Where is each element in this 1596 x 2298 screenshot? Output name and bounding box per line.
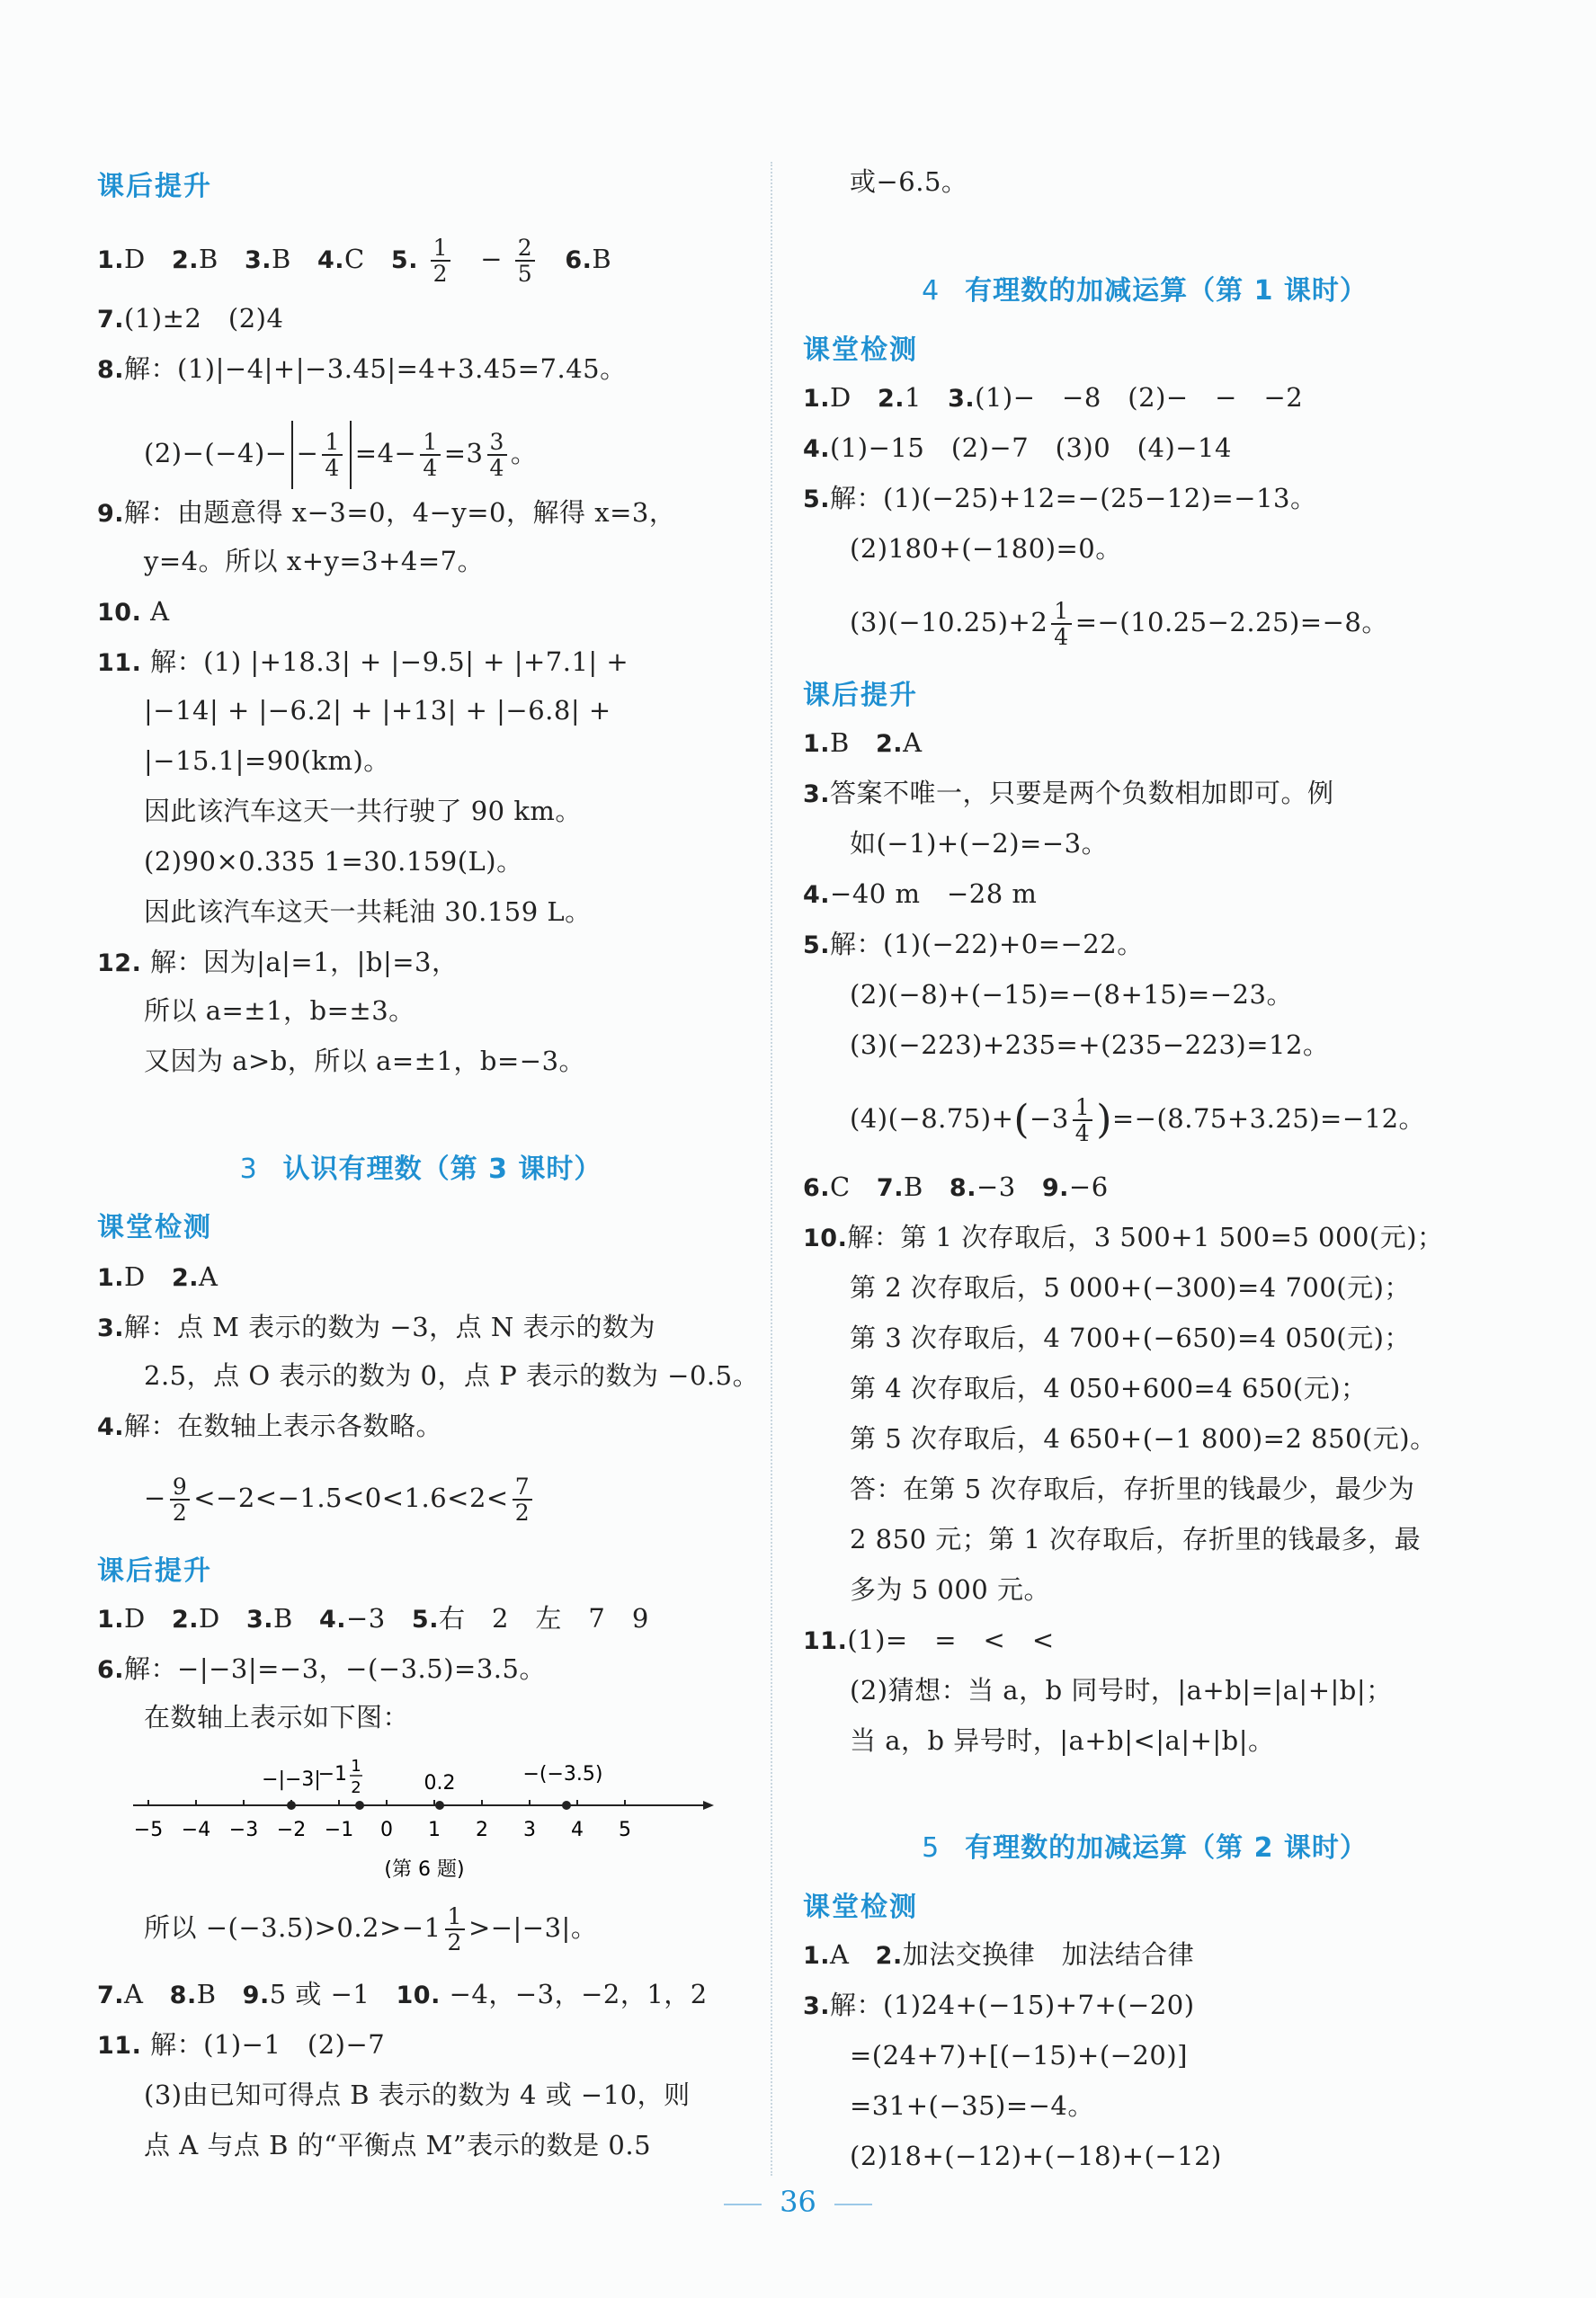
answer-line: 1.D 2.D 3.B 4.−3 5.右 2 左 7 9 (97, 1603, 649, 1634)
answer-line: (2)180+(−180)=0。 (850, 533, 1122, 564)
answer-line: 1.D 2.B 3.B 4.C 5. $\frac{1}{2}$ − $\frac{2}{5}$ 6.B (97, 235, 612, 287)
page-footer (0, 2185, 1596, 2219)
answer-line: 2.5，点 O 表示的数为 0，点 P 表示的数为 −0.5。 (144, 1360, 760, 1391)
answer-line: 1.A 2.加法交换律 加法结合律 (803, 1939, 1195, 1970)
answer-line: =(24+7)+[(−15)+(−20)] (850, 2040, 1188, 2071)
fraction: $\frac{1}{4}$ (420, 430, 440, 480)
answer-line: 1.D 2.1 3.(1)− −8 (2)− − −2 (803, 382, 1304, 413)
label-mixed-den: 2 (351, 1778, 361, 1797)
label-abs3: −|−3| (262, 1768, 321, 1791)
unit-title: 5 有理数的加减运算（第 2 课时） (922, 1832, 1368, 1864)
answer-line: 2 850 元；第 1 次存取后，存折里的钱最多，最 (850, 1524, 1422, 1554)
answer-line: 第 5 次存取后，4 650+(−1 800)=2 850(元)。 (850, 1423, 1437, 1454)
answer-line: (4)(−8.75)+(−3 $\frac{1}{4}$ )=−(8.75+3.25)=−12。 (850, 1094, 1426, 1146)
fraction: $\frac{1}{4}$ (322, 430, 342, 480)
label-neg35: −(−3.5) (522, 1763, 603, 1786)
answer-line: 10. A (97, 596, 170, 627)
answer-line: 11. 解：(1) |+18.3| + |−9.5| + |+7.1| + (97, 646, 629, 677)
fraction: $\frac{9}{2}$ (170, 1474, 190, 1525)
number-line-tick-label: 2 (476, 1819, 488, 1841)
section-heading: 课后提升 (803, 680, 918, 711)
fraction: $\frac{2}{5}$ (515, 236, 535, 286)
answer-line: 又因为 a>b，所以 a=±1，b=−3。 (144, 1046, 586, 1076)
answer-line: 点 A 与点 B 的“平衡点 M”表示的数是 0.5 (144, 2130, 652, 2160)
answer-line: 9.解：由题意得 x−3=0，4−y=0，解得 x=3， (97, 497, 676, 528)
answer-line: 4.(1)−15 (2)−7 (3)0 (4)−14 (803, 432, 1232, 463)
number-line-arrow (703, 1801, 714, 1810)
answer-line: 因此该汽车这天一共行驶了 90 km。 (144, 796, 582, 826)
point-neg35 (562, 1801, 571, 1810)
number-line-tick-label: −2 (276, 1819, 307, 1841)
unit-title: 3 认识有理数（第 3 课时） (239, 1153, 602, 1185)
fraction: $\frac{1}{2}$ (445, 1904, 465, 1955)
answer-line: y=4。所以 x+y=3+4=7。 (144, 546, 485, 576)
answer-line: 5.解：(1)(−25)+12=−(25−12)=−13。 (803, 483, 1317, 513)
answer-line: 6.C 7.B 8.−3 9.−6 (803, 1171, 1109, 1202)
number-line-tick-label: 1 (428, 1819, 441, 1841)
answer-line: (2)90×0.335 1=30.159(L)。 (144, 846, 523, 877)
answer-line: 所以 −(−3.5)>0.2>−1 $\frac{1}{2}$ >−|−3|。 (144, 1903, 598, 1955)
label-02: 0.2 (424, 1772, 456, 1795)
number-line-tick-label: 3 (523, 1819, 536, 1841)
answer-line: 当 a，b 异号时，|a+b|<|a|+|b|。 (850, 1725, 1275, 1756)
answer-line: 1.D 2.A (97, 1261, 218, 1292)
fraction: $\frac{7}{2}$ (513, 1474, 532, 1525)
answer-line: (2)18+(−12)+(−18)+(−12) (850, 2141, 1222, 2171)
label-mixed-num: 1 (351, 1757, 361, 1776)
answer-line: 7.(1)±2 (2)4 (97, 303, 284, 334)
unit-title: 4 有理数的加减运算（第 1 课时） (922, 275, 1368, 307)
point-abs3 (287, 1801, 296, 1810)
answer-line: 8.解：(1)|−4|+|−3.45|=4+3.45=7.45。 (97, 353, 627, 384)
number-line-tick-label: 0 (380, 1819, 393, 1841)
answer-line: 3.解：点 M 表示的数为 −3，点 N 表示的数为 (97, 1312, 655, 1342)
answer-line: − $\frac{9}{2}$ <−2<−1.5<0<1.6<2< $\frac{7}{2}$ (97, 1474, 536, 1525)
answer-line: 7.A 8.B 9.5 或 −1 10. −4，−3，−2，1，2 (97, 1979, 708, 2009)
section-heading: 课堂检测 (803, 1892, 918, 1923)
footer-dash-right (834, 2204, 872, 2205)
answer-line: 3.解：(1)24+(−15)+7+(−20) (803, 1990, 1195, 2020)
answer-line: 6.解：−|−3|=−3，−(−3.5)=3.5。 (97, 1653, 546, 1684)
number-line-figure (124, 1753, 718, 1888)
answer-line: (3)由已知可得点 B 表示的数为 4 或 −10，则 (144, 2080, 691, 2110)
answer-line: 因此该汽车这天一共耗油 30.159 L。 (144, 896, 592, 927)
answer-line: 4.解：在数轴上表示各数略。 (97, 1411, 443, 1441)
section-heading: 课后提升 (97, 1555, 212, 1587)
fraction: $\frac{1}{2}$ (431, 236, 450, 286)
footer-dash-left (724, 2204, 762, 2205)
answer-line: (3)(−223)+235=+(235−223)=12。 (850, 1029, 1330, 1060)
answer-line: (2)−(−4)− − $\frac{1}{4}$ =4− $\frac{1}{4}$ =3 $\frac{3}{4}$ 。 (97, 421, 537, 489)
answer-line: |−15.1|=90(km)。 (144, 745, 390, 776)
answer-line: 答：在第 5 次存取后，存折里的钱最少，最少为 (850, 1474, 1415, 1504)
number-line-tick-label: −3 (228, 1819, 259, 1841)
answer-line: 11.(1)= = < < (803, 1625, 1055, 1655)
point-mixed (355, 1801, 364, 1810)
number-line-tick-label: 4 (571, 1819, 584, 1841)
answer-line: 12. 解：因为|a|=1，|b|=3， (97, 947, 459, 977)
answer-line: 10.解：第 1 次存取后，3 500+1 500=5 000(元)； (803, 1222, 1444, 1252)
answer-line: 所以 a=±1，b=±3。 (144, 995, 415, 1026)
answer-line: 4.−40 m −28 m (803, 878, 1038, 909)
answer-line: 如(−1)+(−2)=−3。 (850, 828, 1109, 859)
answer-line: 第 2 次存取后，5 000+(−300)=4 700(元)； (850, 1272, 1411, 1303)
number-line-tick-label: −1 (324, 1819, 354, 1841)
figure-caption: (第 6 题) (384, 1858, 465, 1881)
answer-line: 第 4 次存取后，4 050+600=4 650(元)； (850, 1373, 1368, 1403)
answer-line: 1.B 2.A (803, 727, 923, 758)
answer-line: 第 3 次存取后，4 700+(−650)=4 050(元)； (850, 1323, 1411, 1353)
number-line-tick-label: −4 (181, 1819, 211, 1841)
fraction: $\frac{3}{4}$ (487, 430, 507, 480)
answer-line: 在数轴上表示如下图： (144, 1702, 410, 1732)
answer-line: 3.答案不唯一，只要是两个负数相加即可。例 (803, 778, 1334, 808)
answer-line: 5.解：(1)(−22)+0=−22。 (803, 929, 1144, 959)
point-02 (435, 1801, 444, 1810)
answer-line: (2)(−8)+(−15)=−(8+15)=−23。 (850, 979, 1293, 1010)
answer-line: 11. 解：(1)−1 (2)−7 (97, 2029, 386, 2060)
section-heading: 课堂检测 (803, 334, 918, 366)
answer-line: 或−6.5。 (850, 166, 968, 197)
answer-line: (2)猜想：当 a，b 同号时，|a+b|=|a|+|b|； (850, 1675, 1393, 1706)
page-number: 36 (780, 2185, 816, 2219)
answer-line: (3)(−10.25)+2 $\frac{1}{4}$ =−(10.25−2.25)=−8。 (850, 598, 1388, 650)
fraction: $\frac{1}{4}$ (1073, 1095, 1092, 1145)
answer-line: =31+(−35)=−4。 (850, 2090, 1094, 2121)
number-line-tick-label: −5 (133, 1819, 164, 1841)
fraction: $\frac{1}{4}$ (1051, 599, 1071, 649)
answer-line: 多为 5 000 元。 (850, 1574, 1050, 1605)
column-divider (771, 162, 772, 2176)
number-line-tick-label: 5 (619, 1819, 631, 1841)
section-heading: 课堂检测 (97, 1212, 212, 1243)
label-mixed-whole: −1 (317, 1763, 347, 1786)
section-heading: 课后提升 (97, 171, 212, 202)
answer-line: |−14| + |−6.2| + |+13| + |−6.8| + (144, 695, 611, 726)
